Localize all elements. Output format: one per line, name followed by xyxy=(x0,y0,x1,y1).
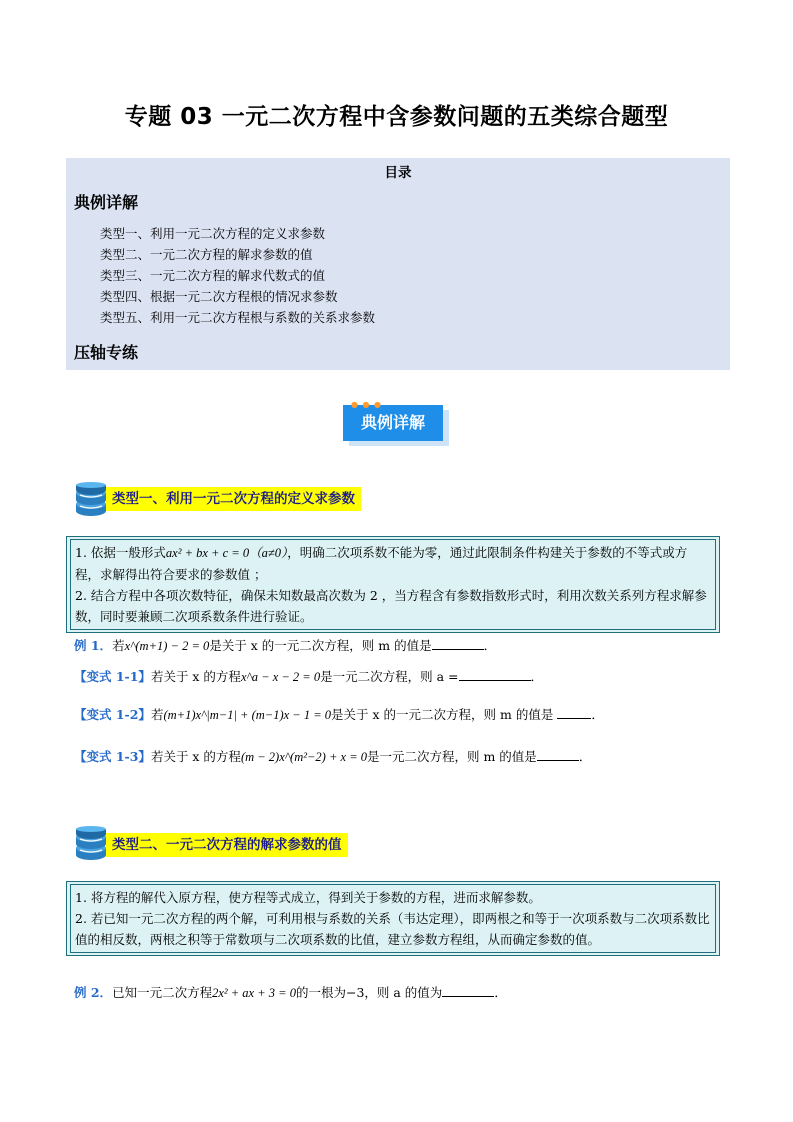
variant-1-3-equation: (m − 2)x^(m²−2) + x = 0 xyxy=(240,750,367,764)
variant-1-1-equation: x^a − x − 2 = 0 xyxy=(240,670,321,684)
toc-heading: 目录 xyxy=(384,165,412,181)
type2-note-content xyxy=(70,884,716,953)
type1-note-box xyxy=(66,536,720,633)
table-of-contents xyxy=(66,158,730,370)
badge-dots-icon: ● ● ● xyxy=(351,400,383,409)
example-2: 例 2．已知一元二次方程2x² + ax + 3 = 0的一根为−3，则 a 的值为 ． xyxy=(74,985,507,1000)
variant-1-1-label: 【变式 1-1】 xyxy=(74,669,151,684)
example-1-label: 例 1． xyxy=(74,638,113,653)
badge-label: 典例详解 xyxy=(343,405,443,441)
variant-1-2-equation: (m+1)x^|m−1| + (m−1)x − 1 = 0 xyxy=(163,708,332,722)
variant-1-2: 【变式 1-2】若(m+1)x^|m−1| + (m−1)x − 1 = 0是关于 x 的一元二次方程，则 m 的值是 ． xyxy=(74,707,604,722)
toc-item-type5[interactable]: 类型五、利用一元二次方程根与系数的关系求参数 xyxy=(100,310,376,325)
answer-blank[interactable] xyxy=(459,668,531,681)
example-2-label: 例 2． xyxy=(74,985,113,1000)
toc-section-examples[interactable]: 典例详解 xyxy=(74,193,139,212)
type1-heading-text: 类型一、利用一元二次方程的定义求参数 xyxy=(106,487,361,511)
page-title: 专题 03 一元二次方程中含参数问题的五类综合题型 xyxy=(124,104,669,130)
toc-item-type4[interactable]: 类型四、根据一元二次方程根的情况求参数 xyxy=(100,289,338,304)
type2-note-line2: 2. 若已知一元二次方程的两个解，可利用根与系数的关系（韦达定理），即两根之和等于一次项系数与二次项系数比值的相反数，两根之积等于常数项与二次项系数的比值，建立参数方程组，从而确定参数的值。 xyxy=(75,911,710,947)
type2-heading xyxy=(106,833,348,853)
type1-heading xyxy=(106,487,361,507)
variant-1-3-label: 【变式 1-3】 xyxy=(74,749,151,764)
toc-item-type3[interactable]: 类型三、一元二次方程的解求代数式的值 xyxy=(100,268,326,283)
type1-note-line1: 1. 依据一般形式ax² + bx + c = 0（a≠0），明确二次项系数不能为零，通过此限制条件构建关于参数的不等式或方程，求解得出符合要求的参数值 ； xyxy=(75,545,688,582)
toc-item-type1[interactable]: 类型一、利用一元二次方程的定义求参数 xyxy=(100,226,326,241)
example-1: 例 1．若x^(m+1) − 2 = 0是关于 x 的一元二次方程，则 m 的值是 ． xyxy=(74,638,497,653)
toc-item-type2[interactable]: 类型二、一元二次方程的解求参数的值 xyxy=(100,247,313,262)
answer-blank[interactable] xyxy=(537,748,579,761)
example-2-equation: 2x² + ax + 3 = 0 xyxy=(212,986,296,1000)
section-badge xyxy=(343,402,453,450)
variant-1-1: 【变式 1-1】若关于 x 的方程x^a − x − 2 = 0是一元二次方程，则 a = ． xyxy=(74,669,544,684)
type1-note-content xyxy=(70,539,716,630)
type2-note-line1: 1. 将方程的解代入原方程，使方程等式成立，得到关于参数的方程，进而求解参数。 xyxy=(75,890,541,905)
answer-blank[interactable] xyxy=(557,706,591,719)
variant-1-2-label: 【变式 1-2】 xyxy=(74,707,151,722)
type2-heading-text: 类型二、一元二次方程的解求参数的值 xyxy=(106,833,348,857)
type2-note-box xyxy=(66,881,720,956)
answer-blank[interactable] xyxy=(442,984,494,997)
books-icon xyxy=(74,826,108,866)
type1-note-line2: 2. 结合方程中各项次数特征，确保未知数最高次数为 2 ，当方程含有参数指数形式时，利用次数关系列方程求解参数，同时要兼顾二次项系数条件进行验证。 xyxy=(75,588,707,624)
example-1-equation: x^(m+1) − 2 = 0 xyxy=(124,639,210,653)
variant-1-3: 【变式 1-3】若关于 x 的方程(m − 2)x^(m²−2) + x = 0是一元二次方程，则 m 的值是 ． xyxy=(74,749,592,764)
books-icon xyxy=(74,482,108,522)
answer-blank[interactable] xyxy=(432,637,484,650)
toc-section-final[interactable]: 压轴专练 xyxy=(74,343,139,362)
